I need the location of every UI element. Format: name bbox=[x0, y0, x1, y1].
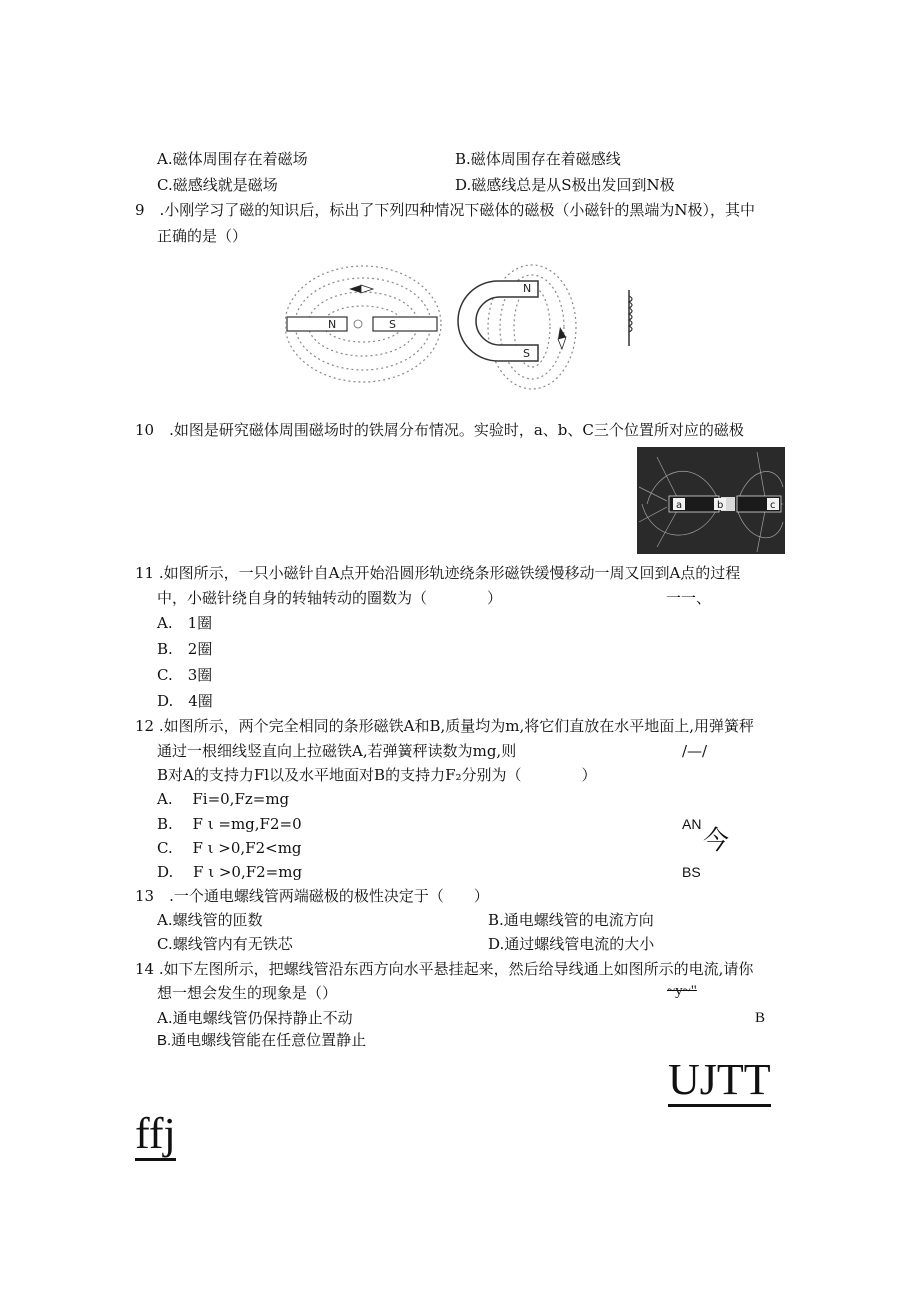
q9-fig2-top-pole: N bbox=[523, 282, 532, 295]
q9-figure-horseshoe-magnet bbox=[450, 255, 580, 390]
q12-stem-line1: 12 .如图所示，两个完全相同的条形磁铁A和B,质量均为m,将它们直放在水平地面上,用弹簧秤 bbox=[135, 717, 755, 735]
q12-side-text-3: 今 bbox=[703, 826, 730, 856]
q8-option-c: C.磁感线就是磁场 bbox=[157, 176, 278, 194]
large-artifact-text-2: ffj bbox=[135, 1110, 176, 1161]
q12-option-c: C. F ι >0,F2<mg bbox=[157, 839, 302, 857]
q12-side-text-1: /—/ bbox=[682, 742, 708, 760]
q10-stem-line1: 10 .如图是研究磁体周围磁场时的铁屑分布情况。实验时，a、b、C三个位置所对应的磁极 bbox=[135, 421, 744, 439]
q12-side-text-4: BS bbox=[682, 864, 701, 880]
q10-label-c: c bbox=[770, 500, 776, 511]
q11-stem-line2: 中，小磁针绕自身的转轴转动的圈数为（ ） bbox=[157, 589, 503, 607]
q13-option-c: C.螺线管内有无铁芯 bbox=[157, 935, 293, 953]
q10-label-b: b bbox=[717, 500, 724, 511]
q8-option-a: A.磁体周围存在着磁场 bbox=[157, 150, 308, 168]
q13-option-b: B.通电螺线管的电流方向 bbox=[488, 911, 654, 929]
q12-option-b: B. F ι =mg,F2=0 bbox=[157, 815, 302, 833]
q13-option-d: D.通过螺线管电流的大小 bbox=[488, 935, 655, 953]
q11-stem-line1: 11 .如图所示，一只小磁针自A点开始沿圆形轨迹绕条形磁铁缓慢移动一周又回到A点的过程 bbox=[135, 564, 741, 582]
q9-figure-bar-magnets bbox=[285, 258, 445, 383]
q11-option-d: D. 4圈 bbox=[157, 692, 213, 710]
q14-side-text-1: ~y~" bbox=[667, 983, 697, 999]
q14-side-text-2: B bbox=[755, 1010, 766, 1026]
q13-option-a: A.螺线管的匝数 bbox=[157, 911, 263, 929]
q9-figure-solenoid-partial bbox=[622, 288, 636, 348]
q10-figure-iron-filings bbox=[637, 447, 785, 554]
q12-stem-line2: 通过一根细线竖直向上拉磁铁A,若弹簧秤读数为mg,则 bbox=[157, 742, 517, 760]
q14-stem-line2: 想一想会发生的现象是（） bbox=[157, 984, 338, 1002]
q9-fig2-bottom-pole: S bbox=[523, 347, 530, 360]
q9-stem-line2: 正确的是（） bbox=[157, 227, 248, 245]
q14-option-b: B.通电螺线管能在任意位置静止 bbox=[157, 1032, 367, 1049]
compass-needle-icon bbox=[558, 327, 566, 349]
q9-fig1-left-pole: N bbox=[328, 318, 337, 331]
q9-fig1-right-pole: S bbox=[389, 318, 396, 331]
q12-side-text-2: AN bbox=[682, 816, 702, 832]
q11-option-c: C. 3圈 bbox=[157, 666, 213, 684]
q8-option-d: D.磁感线总是从S极出发回到N极 bbox=[455, 176, 675, 194]
q14-option-a: A.通电螺线管仍保持静止不动 bbox=[157, 1009, 353, 1027]
q10-label-a: a bbox=[676, 500, 683, 511]
compass-needle-icon bbox=[349, 285, 373, 293]
large-artifact-text-1: UJTT bbox=[668, 1056, 771, 1107]
q12-option-d: D. F ι >0,F2=mg bbox=[157, 863, 303, 881]
q11-side-text: 一一、 bbox=[666, 589, 712, 607]
q8-option-b: B.磁体周围存在着磁感线 bbox=[455, 150, 621, 168]
q11-option-b: B. 2圈 bbox=[157, 640, 213, 658]
q12-stem-line3: B对A的支持力Fl以及水平地面对B的支持力F₂分别为（ ） bbox=[157, 766, 597, 784]
q12-option-a: A. Fi=0,Fz=mg bbox=[157, 790, 290, 808]
q14-stem-line1: 14 .如下左图所示，把螺线管沿东西方向水平悬挂起来，然后给导线通上如图所示的电流,请你 bbox=[135, 960, 754, 978]
q9-stem-line1: 9 .小刚学习了磁的知识后，标出了下列四种情况下磁体的磁极（小磁针的黑端为N极），其中 bbox=[135, 201, 755, 219]
q11-option-a: A. 1圈 bbox=[157, 614, 213, 632]
q13-stem-line1: 13 .一个通电螺线管两端磁极的极性决定于（ ） bbox=[135, 887, 489, 905]
